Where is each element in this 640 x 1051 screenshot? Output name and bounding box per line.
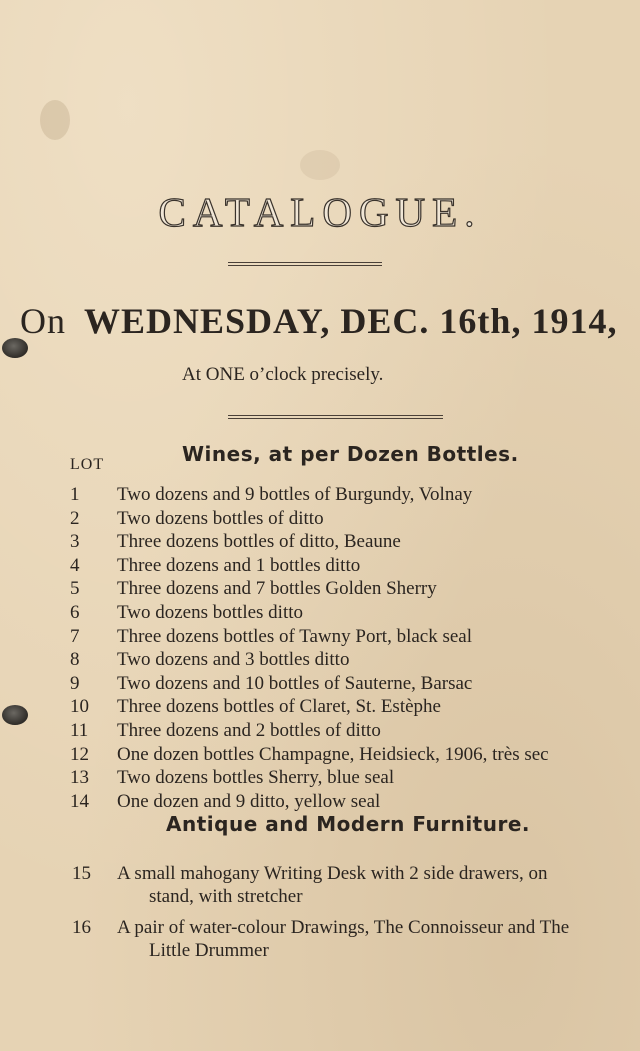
lot-number: 12	[70, 743, 89, 765]
lot-number: 5	[70, 578, 80, 600]
date-text: WEDNESDAY, DEC. 16th, 1914,	[84, 301, 618, 341]
title-rule	[228, 262, 382, 266]
lot-number: 14	[70, 790, 89, 812]
binding-hole	[2, 705, 28, 725]
wines-section-title: Wines, at per Dozen Bottles.	[182, 442, 519, 466]
lot-number: 1	[70, 484, 80, 505]
section-rule	[228, 415, 443, 419]
lot-number: 10	[70, 696, 89, 718]
lot-description	[117, 916, 627, 962]
lot-description: Two dozens and 3 bottles ditto	[117, 649, 350, 671]
lot-description: Three dozens and 1 bottles ditto	[117, 554, 361, 576]
lot-description: Three dozens bottles of Tawny Port, black seal	[117, 625, 472, 647]
furniture-section-title: Antique and Modern Furniture.	[166, 812, 531, 836]
lot-number: 16	[72, 917, 91, 938]
date-prefix: On	[20, 301, 66, 341]
lot-number: 11	[70, 720, 89, 741]
paper-stain	[300, 150, 340, 180]
lot-number: 4	[70, 554, 80, 576]
lot-number: 9	[70, 672, 80, 694]
lot-description: Two dozens and 9 bottles of Burgundy, Volnay	[117, 484, 473, 505]
catalogue-title: CATALOGUE.	[158, 189, 482, 235]
sale-time: At ONE o’clock precisely.	[182, 364, 384, 385]
lot-description-line: A pair of water-colour Drawings, The Connoisseur and The	[117, 917, 570, 938]
lot-description: One dozen bottles Champagne, Heidsieck, 1906, très sec	[117, 743, 549, 765]
lot-number: 6	[70, 602, 80, 623]
lot-description-line: Little Drummer	[149, 940, 269, 961]
lot-description: Three dozens and 7 bottles Golden Sherry	[117, 578, 437, 600]
lot-description	[117, 862, 627, 908]
lot-number: 3	[70, 531, 80, 553]
lot-description-line: stand, with stretcher	[149, 886, 303, 907]
lot-number: 2	[70, 507, 80, 529]
lot-description: Two dozens bottles ditto	[117, 602, 304, 623]
lot-description-line: A small mahogany Writing Desk with 2 side drawers, on	[117, 863, 548, 884]
lot-description: Two dozens and 10 bottles of Sauterne, Barsac	[117, 672, 473, 694]
lot-description: Three dozens and 2 bottles of ditto	[117, 720, 381, 741]
lot-description: Two dozens bottles of ditto	[117, 507, 324, 529]
paper-stain	[40, 100, 70, 140]
lot-number: 8	[70, 649, 80, 671]
lot-number: 13	[70, 767, 89, 789]
lot-description: One dozen and 9 ditto, yellow seal	[117, 790, 381, 812]
lot-description: Three dozens bottles of ditto, Beaune	[117, 531, 401, 553]
sale-date	[20, 300, 620, 342]
lot-description: Two dozens bottles Sherry, blue seal	[117, 767, 395, 789]
lot-number: 15	[72, 863, 91, 884]
lot-number: 7	[70, 625, 80, 647]
lot-description: Three dozens bottles of Claret, St. Estèphe	[117, 696, 441, 718]
lot-column-label: LOT	[70, 456, 105, 473]
